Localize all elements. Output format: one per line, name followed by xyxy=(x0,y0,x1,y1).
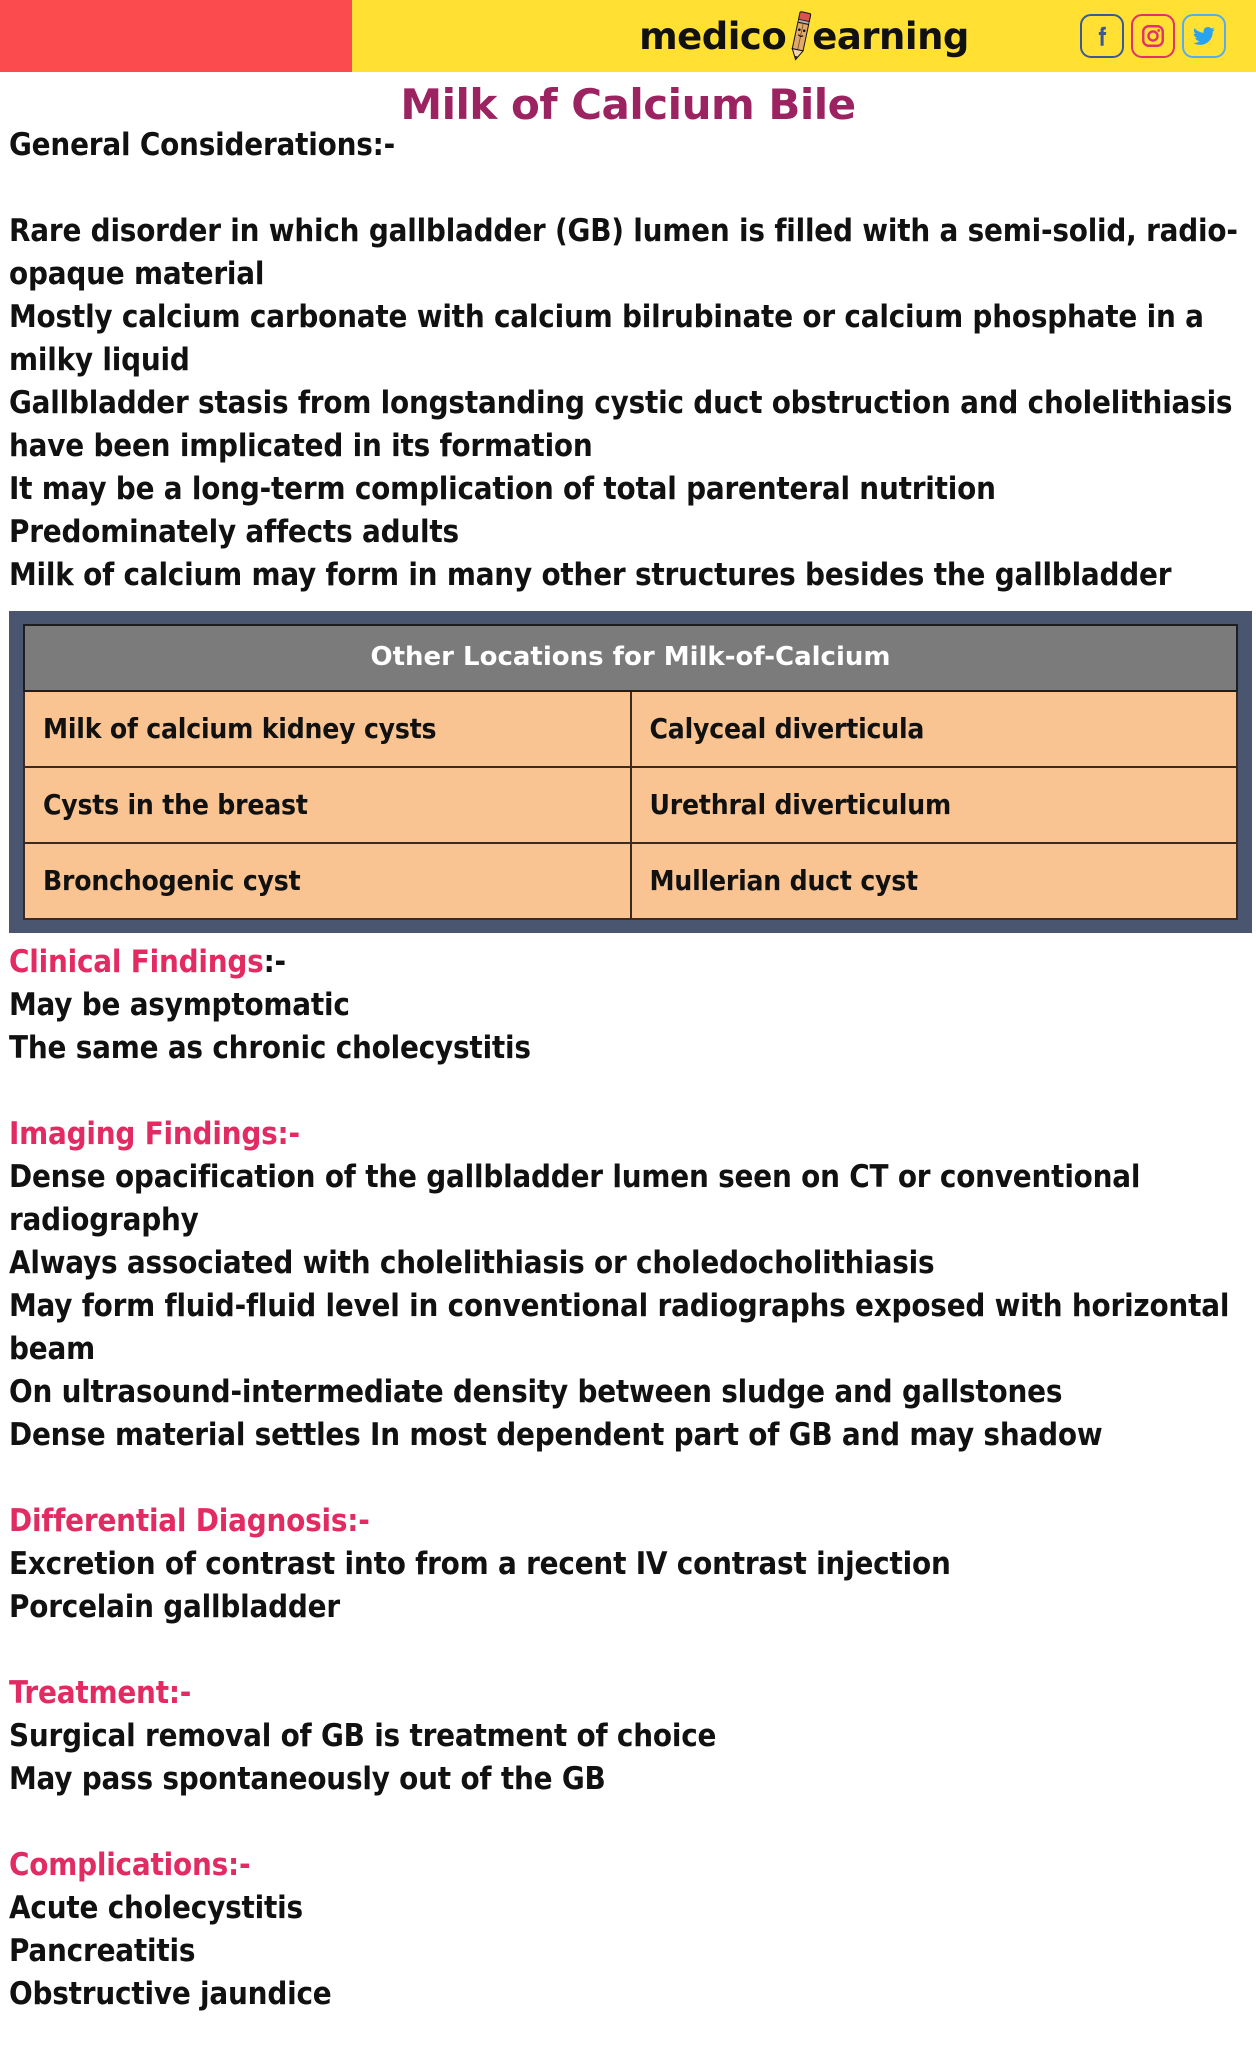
table-cell: Mullerian duct cyst xyxy=(631,843,1238,919)
treatment-line-0: Surgical removal of GB is treatment of choice xyxy=(9,1718,717,1754)
table-cell: Bronchogenic cyst xyxy=(24,843,631,919)
imaging-line-0: Dense opacification of the gallbladder lumen seen on CT or conventional radiography xyxy=(9,1159,1141,1238)
other-locations-table-frame xyxy=(9,611,1252,933)
general-line-0: Rare disorder in which gallbladder (GB) lumen is filled with a semi-solid, radio-opaque material xyxy=(9,213,1238,292)
brand-name-part1: medico xyxy=(639,14,787,58)
header-yellow-block xyxy=(352,0,1256,72)
table-row xyxy=(24,843,1237,919)
section-heading-clinical xyxy=(9,941,1252,984)
differential-line-1: Porcelain gallbladder xyxy=(9,1589,340,1625)
table-cell: Cysts in the breast xyxy=(24,767,631,843)
instagram-icon[interactable] xyxy=(1131,14,1175,58)
spacer xyxy=(9,167,1252,210)
header-red-block xyxy=(0,0,352,72)
table-row xyxy=(24,691,1237,767)
general-line-4: Predominately affects adults xyxy=(9,514,459,550)
general-line-2: Gallbladder stasis from longstanding cystic duct obstruction and cholelithiasis have been implicated in its formation xyxy=(9,385,1233,464)
spacer xyxy=(9,1629,1252,1672)
imaging-line-4: Dense material settles In most dependent part of GB and may shadow xyxy=(9,1417,1103,1453)
document-content xyxy=(9,124,1252,2016)
complications-line-0: Acute cholecystitis xyxy=(9,1890,303,1926)
facebook-icon[interactable] xyxy=(1080,14,1124,58)
section-heading-imaging: Imaging Findings:- xyxy=(9,1116,300,1152)
social-links xyxy=(1080,14,1226,58)
page-header xyxy=(0,0,1256,72)
spacer xyxy=(9,1801,1252,1844)
imaging-line-3: On ultrasound-intermediate density between sludge and gallstones xyxy=(9,1374,1063,1410)
differential-line-0: Excretion of contrast into from a recent IV contrast injection xyxy=(9,1546,951,1582)
general-line-5: Milk of calcium may form in many other structures besides the gallbladder xyxy=(9,557,1172,593)
clinical-line-1: The same as chronic cholecystitis xyxy=(9,1030,531,1066)
complications-line-1: Pancreatitis xyxy=(9,1933,196,1969)
section-heading-general: General Considerations:- xyxy=(9,127,395,163)
table-header-row xyxy=(24,625,1237,691)
clinical-line-0: May be asymptomatic xyxy=(9,987,350,1023)
complications-line-2: Obstructive jaundice xyxy=(9,1976,332,2012)
general-line-1: Mostly calcium carbonate with calcium bilrubinate or calcium phosphate in a milky liquid xyxy=(9,299,1204,378)
table-header-cell: Other Locations for Milk-of-Calcium xyxy=(24,625,1237,691)
section-heading-clinical-suffix: :- xyxy=(263,944,286,980)
brand-logo[interactable] xyxy=(639,10,969,62)
twitter-icon[interactable] xyxy=(1182,14,1226,58)
section-heading-differential: Differential Diagnosis:- xyxy=(9,1503,370,1539)
imaging-line-2: May form fluid-fluid level in conventional radiographs exposed with horizontal beam xyxy=(9,1288,1230,1367)
section-heading-treatment: Treatment:- xyxy=(9,1675,192,1711)
treatment-line-1: May pass spontaneously out of the GB xyxy=(9,1761,606,1797)
page-title: Milk of Calcium Bile xyxy=(400,80,856,129)
table-cell: Urethral diverticulum xyxy=(631,767,1238,843)
general-line-3: It may be a long-term complication of total parenteral nutrition xyxy=(9,471,996,507)
spacer xyxy=(9,1070,1252,1113)
pencil-icon xyxy=(787,10,813,62)
table-cell: Milk of calcium kidney cysts xyxy=(24,691,631,767)
table-cell: Calyceal diverticula xyxy=(631,691,1238,767)
spacer xyxy=(9,1457,1252,1500)
table-row xyxy=(24,767,1237,843)
section-heading-complications: Complications:- xyxy=(9,1847,251,1883)
other-locations-table xyxy=(23,624,1238,920)
imaging-line-1: Always associated with cholelithiasis or choledocholithiasis xyxy=(9,1245,935,1281)
section-heading-clinical-label: Clinical Findings xyxy=(9,944,264,980)
brand-name-part2: earning xyxy=(812,14,969,58)
